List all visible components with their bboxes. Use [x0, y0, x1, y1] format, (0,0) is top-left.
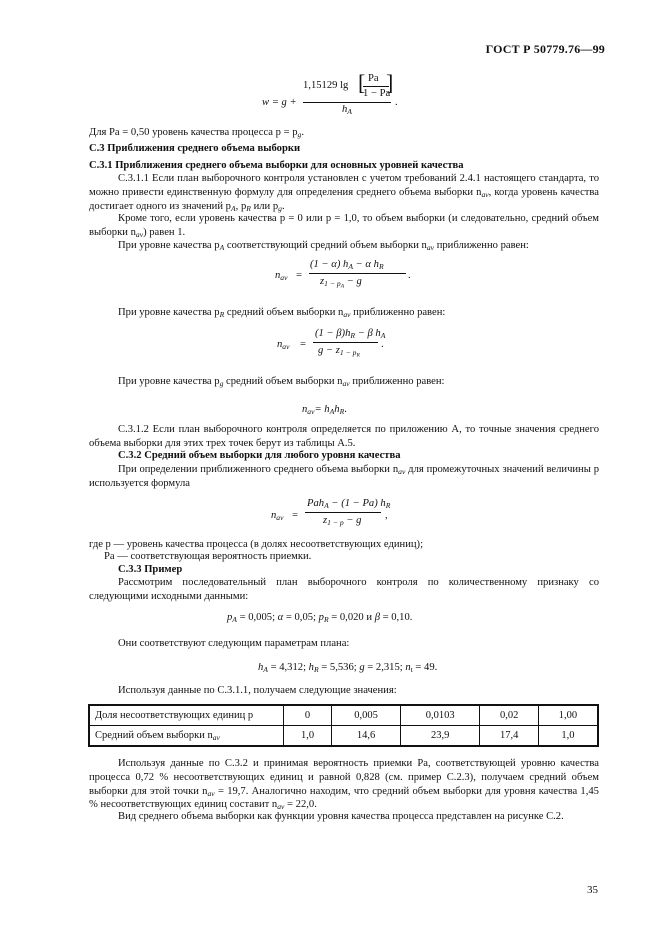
pa-050-sentence: Для Pa = 0,50 уровень качества процесса $p = p_g$.: [89, 127, 304, 139]
section-c32-heading: С.3.2 Средний объем выборки для любого уровня качества: [118, 450, 401, 461]
paragraph-c312: С.3.1.2 Если план выборочного контроля определяется по приложению А, то точные значения среднего объема выборки для этих трех точек берут из таблицы А.5.: [89, 424, 599, 449]
table-cell: 14,6: [332, 726, 401, 747]
table-cell: 1,00: [538, 705, 598, 726]
section-c3-heading: С.3 Приближения среднего объема выборки: [89, 143, 301, 154]
where-line-p: где p — уровень качества процесса (в долях несоответствующих единиц);: [89, 539, 424, 550]
paragraph-at-pa: При уровне качества $p_A$ соответствующий средний объем выборки $n_{av}$ приближенно равен:: [118, 240, 529, 252]
paragraph-at-pg: При уровне качества $p_g$ средний объем выборки $n_{av}$ приближенно равен:: [118, 376, 445, 388]
page-number: 35: [587, 884, 598, 896]
paragraph-correspond: Они соответствуют следующим параметрам плана:: [118, 638, 350, 649]
table-cell: 1,0: [284, 726, 332, 747]
paragraph-also: Кроме того, если уровень качества p = 0 или p = 1,0, то объем выборки (и следовательно, средний объем выборки $n_{av}$) равен 1.: [89, 213, 599, 239]
table-cell: 23,9: [401, 726, 480, 747]
table-row: [89, 705, 598, 726]
paragraph-using: Используя данные по С.3.1.1, получаем следующие значения:: [118, 685, 397, 696]
document-code: ГОСТ Р 50779.76—99: [485, 42, 605, 56]
formula-plan-params: $h_A = 4,312$; $h_R = 5,536$; g = 2,315; $n_t = 49$.: [258, 662, 438, 674]
table-cell: 1,0: [538, 726, 598, 747]
paragraph-c32: При определении приближенного среднего объема выборки $n_{av}$ для промежуточных значений величины p используется формула: [89, 464, 599, 489]
paragraph-view: Вид среднего объема выборки как функции уровня качества процесса представлен на рисунке С.2.: [118, 811, 564, 822]
paragraph-c311: С.3.1.1 Если план выборочного контроля установлен с учетом требований 2.4.1 настоящего стандарта, то можно привести единственную формулу для определения среднего объема выборки $n_{av}$, когда уровень качества достигает одного из значений $p_A$, $p_R$ или $p_g$.: [89, 173, 599, 213]
table-cell: 0,005: [332, 705, 401, 726]
results-table: [88, 704, 599, 747]
table-cell: 17,4: [480, 726, 539, 747]
formula-w-coef: 1,15129 lg: [303, 80, 349, 91]
table-cell: 0: [284, 705, 332, 726]
table-cell: 0,0103: [401, 705, 480, 726]
formula-nav-pg: $n_{av}= h_Ah_R$.: [302, 404, 347, 416]
paragraph-example: Рассмотрим последовательный план выборочного контроля по количественному признаку со следующими исходными данными:: [89, 577, 599, 602]
table-cell: 0,02: [480, 705, 539, 726]
table-cell: Доля несоответствующих единиц p: [89, 705, 284, 726]
paragraph-final: Используя данные по С.3.2 и принимая вероятность приемки Pa, соответствующей уровню качества процесса 0,72 % несоответствующих единиц и равной 0,828 (см. пример С.2.3), получаем средний объем выборки для этой точки $n_{av} = 19,7$. Аналогично находим, что средний объем выборки для уровня качества 1,45 % несоответствующих единиц составит $n_{av} = 22,0$.: [89, 758, 599, 812]
where-line-pa: Pa — соответствующая вероятность приемки.: [104, 551, 312, 562]
formula-params: $p_A = 0,005$; α = 0,05; $p_R = 0,020$ и β = 0,10.: [227, 612, 413, 624]
section-c31-heading: С.3.1 Приближения среднего объема выборки для основных уровней качества: [89, 160, 464, 171]
section-c33-heading: С.3.3 Пример: [118, 564, 183, 575]
paragraph-at-pr: При уровне качества $p_R$ средний объем выборки $n_{av}$ приближенно равен:: [118, 307, 446, 319]
table-row: [89, 726, 598, 747]
table-cell: Средний объем выборки $n_{av}$: [89, 726, 284, 747]
